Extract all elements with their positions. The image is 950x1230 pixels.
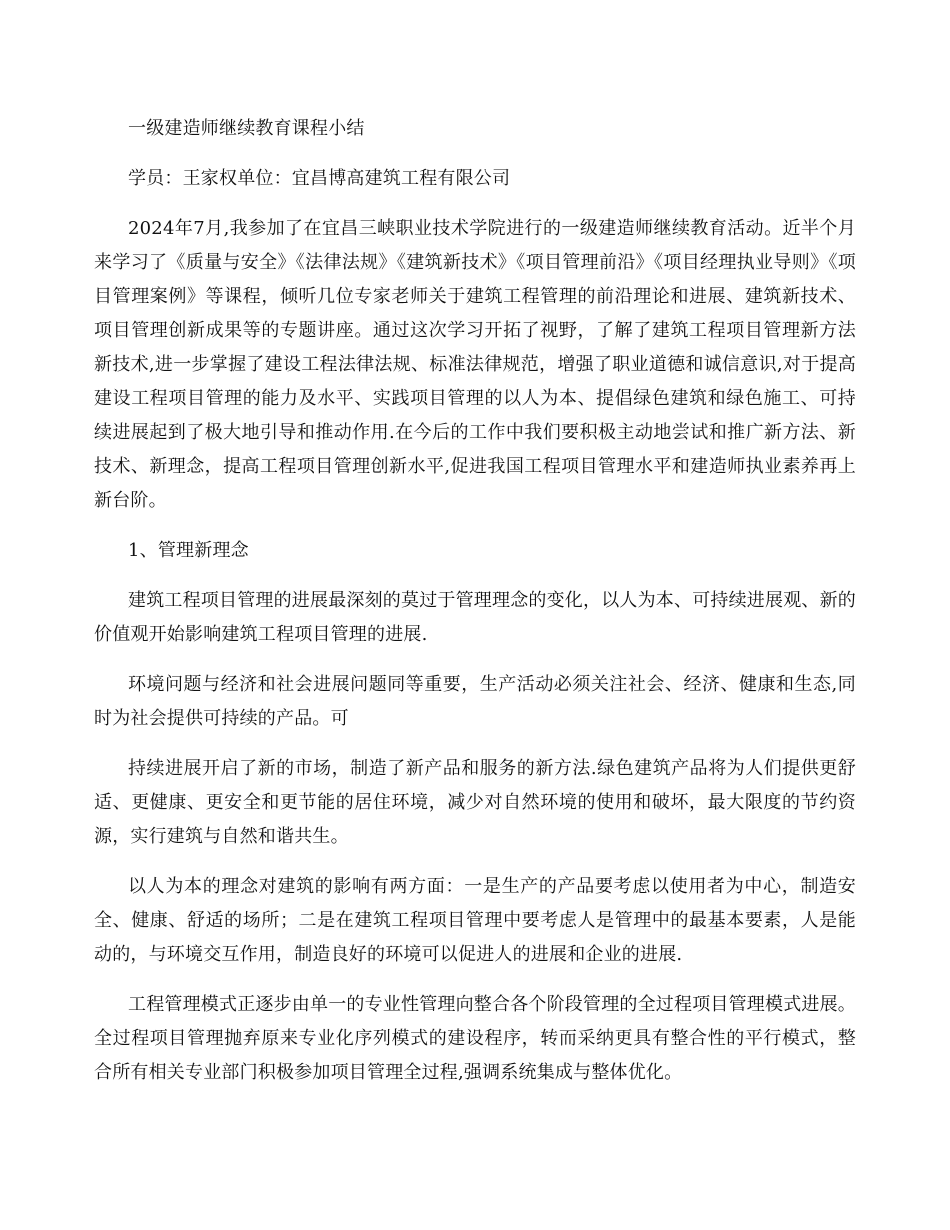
paragraph: 工程管理模式正逐步由单一的专业性管理向整合各个阶段管理的全过程项目管理模式进展。全过程项目管理抛弃原来专业化序列模式的建设程序，转而采纳更具有整合性的平行模式，整合所有相关专业部门积极参加项目管理全过程,强调系统集成与整体优化。 xyxy=(94,994,856,1083)
paragraph: 持续进展开启了新的市场，制造了新产品和服务的新方法.绿色建筑产品将为人们提供更舒适、更健康、更安全和更节能的居住环境，减少对自然环境的使用和破坏，最大限度的节约资源，实行建筑与自然和谐共生。 xyxy=(94,758,856,847)
document-body xyxy=(94,112,856,1106)
paragraph: 环境问题与经济和社会进展问题同等重要，生产活动必须关注社会、经济、健康和生态,同时为社会提供可持续的产品。可 xyxy=(94,674,856,729)
student-line: 学员：王家权单位：宜昌博高建筑工程有限公司 xyxy=(128,168,511,189)
section-heading: 1、管理新理念 xyxy=(128,540,249,561)
document-title: 一级建造师继续教育课程小结 xyxy=(128,118,365,139)
paragraph: 以人为本的理念对建筑的影响有两方面：一是生产的产品要考虑以使用者为中心，制造安全、健康、舒适的场所；二是在建筑工程项目管理中要考虑人是管理中的最基本要素，人是能动的，与环境交互作用，制造良好的环境可以促进人的进展和企业的进展. xyxy=(94,876,856,965)
paragraph-intro: 2024年7月,我参加了在宜昌三峡职业技术学院进行的一级建造师继续教育活动。近半个月来学习了《质量与安全》《法律法规》《建筑新技术》《项目管理前沿》《项目经理执业导则》《项目管理案例》等课程，倾听几位专家老师关于建筑工程管理的前沿理论和进展、建筑新技术、项目管理创新成果等的专题讲座。通过这次学习开拓了视野，了解了建筑工程项目管理新方法新技术,进一步掌握了建设工程法律法规、标准法律规范，增强了职业道德和诚信意识,对于提高建设工程项目管理的能力及水平、实践项目管理的以人为本、提倡绿色建筑和绿色施工、可持续进展起到了极大地引导和推动作用.在今后的工作中我们要积极主动地尝试和推广新方法、新技术、新理念，提高工程项目管理创新水平,促进我国工程项目管理水平和建造师执业素养再上新台阶。 xyxy=(94,218,856,511)
paragraph: 建筑工程项目管理的进展最深刻的莫过于管理理念的变化，以人为本、可持续进展观、新的价值观开始影响建筑工程项目管理的进展. xyxy=(94,590,856,645)
